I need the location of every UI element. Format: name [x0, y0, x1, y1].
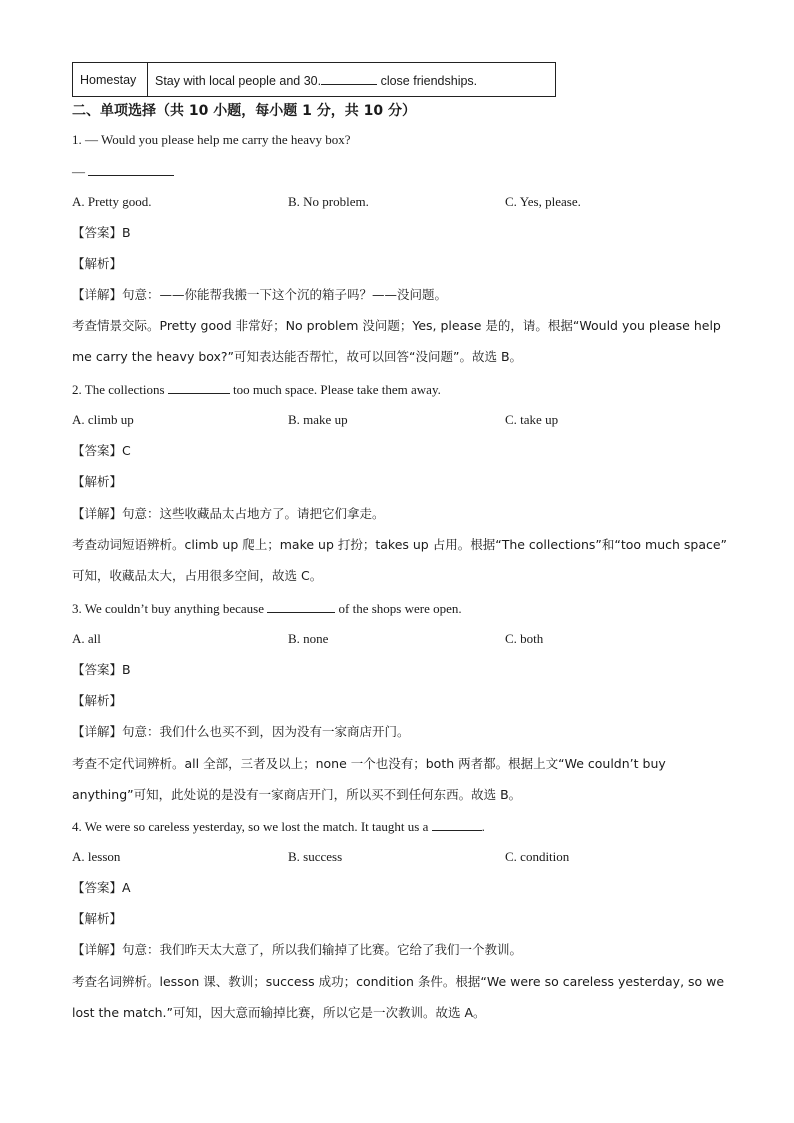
question-2-analysis: 【解析】	[72, 474, 123, 489]
homestay-table	[72, 62, 556, 97]
answer-blank	[432, 817, 482, 831]
table-cell-label: Homestay	[73, 63, 148, 97]
question-3-analysis: 【解析】	[72, 693, 123, 708]
question-3-option-b: B. none	[288, 631, 329, 646]
question-4-answer: 【答案】A	[72, 880, 131, 895]
question-4-option-c: C. condition	[505, 849, 570, 864]
answer-blank	[321, 71, 377, 85]
question-1-reply: —	[72, 162, 174, 181]
question-4-stem: 4. We were so careless yesterday, so we lost the match. It taught us a .	[72, 819, 485, 834]
question-3-explain: 考查不定代词辨析。all 全部，三者及以上；none 一个也没有；both 两者都。根据上文“We couldn’t buy	[72, 756, 666, 771]
question-1-option-a: A. Pretty good.	[72, 194, 152, 209]
question-4-option-a: A. lesson	[72, 849, 121, 864]
question-2-option-b: B. make up	[288, 412, 348, 427]
question-3-option-a: A. all	[72, 631, 101, 646]
question-4-analysis: 【解析】	[72, 911, 123, 926]
table-cell-text: Stay with local people and 30. close friendships.	[148, 63, 556, 97]
question-4-detail: 【详解】句意：我们昨天太大意了，所以我们输掉了比赛。它给了我们一个教训。	[72, 942, 523, 957]
table-row	[73, 63, 556, 97]
question-2-option-c: C. take up	[505, 412, 559, 427]
section-heading: 二、单项选择（共 10 小题，每小题 1 分，共 10 分）	[72, 103, 416, 119]
answer-blank	[267, 599, 335, 613]
question-1-stem: 1. — Would you please help me carry the heavy box?	[72, 132, 351, 147]
question-2-explain: 考查动词短语辨析。climb up 爬上；make up 打扮；takes up 占用。根据“The collections”和“too much space”	[72, 537, 728, 552]
question-4-explain-cont: lost the match.”可知，因大意而输掉比赛，所以它是一次教训。故选 A。	[72, 1005, 486, 1020]
answer-blank	[168, 380, 230, 394]
question-1-option-c: C. Yes, please.	[505, 194, 581, 209]
question-1-answer: 【答案】B	[72, 225, 131, 240]
question-1-explain-cont: me carry the heavy box?”可知表达能否帮忙，故可以回答“没问题”。故选 B。	[72, 349, 523, 364]
question-2-explain-cont: 可知，收藏品太大，占用很多空间，故选 C。	[72, 568, 323, 583]
answer-blank	[88, 162, 174, 176]
question-3-option-c: C. both	[505, 631, 544, 646]
question-3-stem: 3. We couldn’t buy anything because of the shops were open.	[72, 601, 462, 616]
question-1-explain: 考查情景交际。Pretty good 非常好；No problem 没问题；Yes, please 是的，请。根据“Would you please help	[72, 318, 721, 333]
question-1-analysis: 【解析】	[72, 256, 123, 271]
question-4-explain: 考查名词辨析。lesson 课、教训；success 成功；condition 条件。根据“We were so careless yesterday, so we	[72, 974, 725, 989]
question-1-option-b: B. No problem.	[288, 194, 369, 209]
question-2-stem: 2. The collections too much space. Please take them away.	[72, 382, 441, 397]
question-3-answer: 【答案】B	[72, 662, 131, 677]
question-2-detail: 【详解】句意：这些收藏品太占地方了。请把它们拿走。	[72, 506, 385, 521]
question-3-detail: 【详解】句意：我们什么也买不到，因为没有一家商店开门。	[72, 724, 410, 739]
question-1-detail: 【详解】句意：——你能帮我搬一下这个沉的箱子吗？——没问题。	[72, 287, 448, 302]
question-4-option-b: B. success	[288, 849, 343, 864]
question-3-explain-cont: anything”可知，此处说的是没有一家商店开门，所以买不到任何东西。故选 B。	[72, 787, 522, 802]
question-2-option-a: A. climb up	[72, 412, 134, 427]
question-2-answer: 【答案】C	[72, 443, 131, 458]
